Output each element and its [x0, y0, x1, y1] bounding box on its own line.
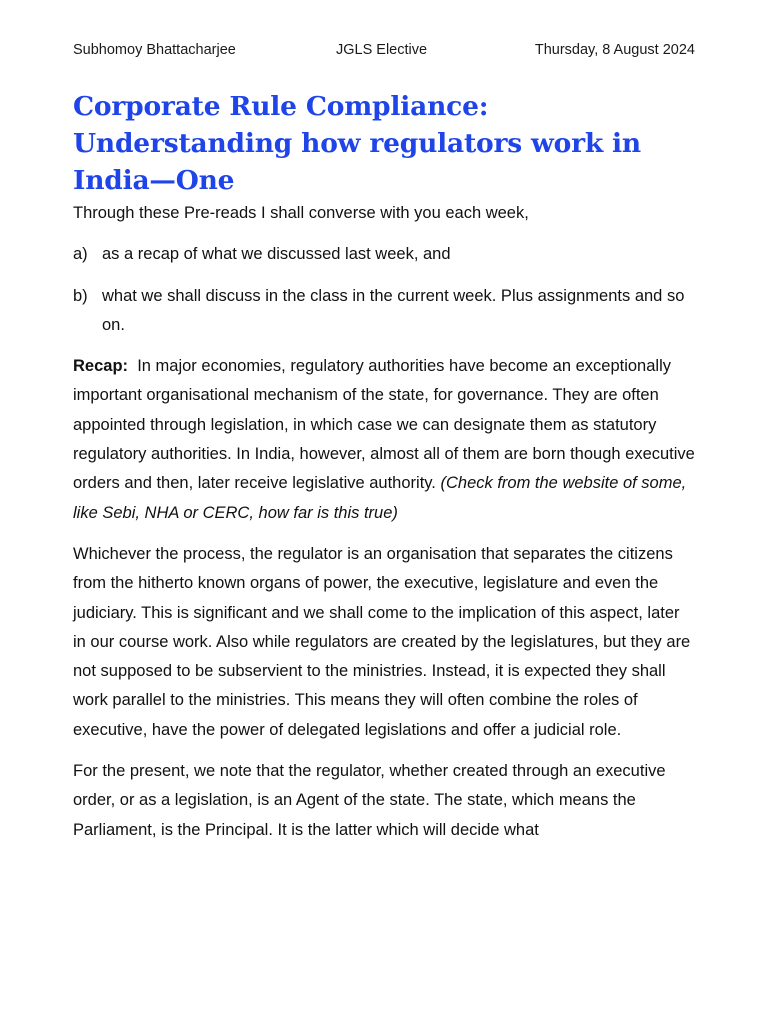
document-page	[73, 40, 695, 857]
list-item-text: as a recap of what we discussed last week, and	[102, 245, 451, 264]
pre-reads-list	[73, 240, 695, 340]
document-body	[73, 199, 695, 845]
header-author: Subhomoy Bhattacharjee	[73, 42, 236, 58]
body-paragraph: Whichever the process, the regulator is an organisation that separates the citizens from the hitherto known organs of power, the executive, legislature and even the judiciary. This is significant and we shall come to the implication of this aspect, later in our course work. Also while regulators are created by the legislatures, but they are not supposed to be subservient to the ministries. Instead, it is expected they shall work parallel to the ministries. This means they will often combine the roles of executive, have the power of delegated legislations and offer a judicial role.	[73, 544, 691, 739]
recap-paragraph	[73, 352, 695, 528]
recap-label: Recap:	[73, 357, 129, 376]
list-item	[73, 282, 695, 341]
recap-text: In major economies, regulatory authorities have become an exceptionally important organisational mechanism of the state, for governance. They are often appointed through legislation, in which case we can designate them as statutory regulatory authorities. In India, however, almost all of them are born though executive orders and then, later receive legislative authority.	[73, 357, 695, 493]
recap-note: (Check from the website of some, like Sebi, NHA or CERC, how far is this true)	[73, 474, 687, 522]
body-paragraph: For the present, we note that the regulator, whether created through an executive order, or as a legislation, is an Agent of the state. The state, which means the Parliament, is the Principal. It is the latter which will decide what	[73, 762, 666, 839]
document-title: Corporate Rule Compliance: Understanding how regulators work in India—One	[73, 91, 641, 196]
list-marker: b)	[73, 286, 88, 305]
list-item	[73, 240, 695, 269]
header-date: Thursday, 8 August 2024	[534, 42, 695, 58]
page-header	[73, 40, 695, 62]
list-marker: a)	[73, 245, 88, 264]
intro-paragraph: Through these Pre-reads I shall converse with you each week,	[73, 204, 529, 222]
list-item-text: what we shall discuss in the class in the current week. Plus assignments and so on.	[102, 286, 685, 334]
header-course: JGLS Elective	[336, 42, 428, 58]
